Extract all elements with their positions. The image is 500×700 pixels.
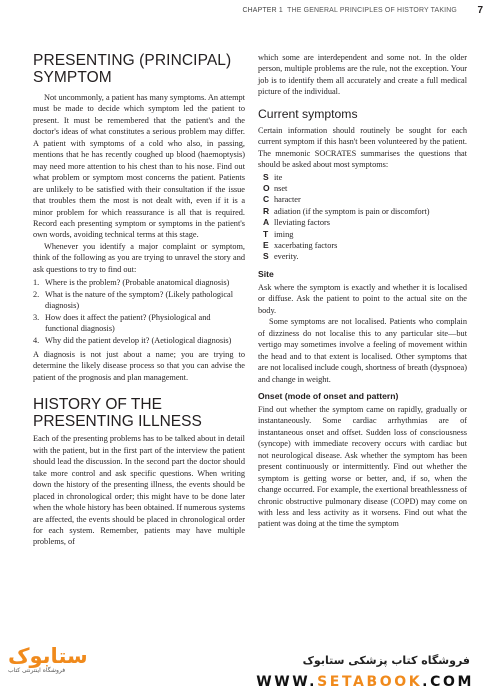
running-header: [0, 6, 500, 18]
list-item: A lleviating factors: [263, 217, 330, 228]
list-item: 3. How does it affect the patient? (Physiological and functional diagnosis): [33, 312, 211, 334]
paragraph: Find out whether the symptom came on rapidly, gradually or instantaneously. Some cardiac arrhythmias are of instantaneous onset and offset. Sudden loss of consciousness (syncope) with immediate recovery occurs with cardiac but not neurological disease. Ask whether the symptom has been present continuously or intermittently. Find out whether the symptom is getting worse or better, and, if so, when the change occurred. For example, the exertional breathlessness of chronic obstructive pulmonary disease (COPD) may come on with less and less activity as it worsens. Find out what the patient was doing at the time the symptom: [258, 404, 467, 529]
right-column: [258, 52, 467, 530]
list-item: C haracter: [263, 194, 301, 205]
list-item: E xacerbating factors: [263, 240, 338, 251]
heading-site: Site: [258, 268, 274, 279]
list-item: T iming: [263, 228, 294, 239]
question-list: [33, 277, 245, 346]
list-item: S everity.: [263, 251, 299, 262]
heading-current-symptoms: Current symptoms: [258, 106, 358, 121]
paragraph: Ask where the symptom is exactly and whether it is localised or diffuse. Ask the patient to point to the actual site on the body.: [258, 282, 467, 315]
website-url[interactable]: WWW.SETABOOK.COM: [256, 674, 474, 690]
paragraph: Each of the presenting problems has to be talked about in detail with the patient, but in the first part of the interview the patient should lead the discussion. In the second part the doctor should take more control and ask specific questions. When writing down the history of the presenting illness, the events should be placed in chronological order; this might have to be done later when the whole history has been obtained. If numerous systems are affected, the events should be placed in chronological order for each system. Remember, patients may have multiple problems, of: [33, 434, 245, 547]
page-number: 7: [477, 5, 483, 16]
list-item: 2. What is the nature of the symptom? (Likely pathological diagnosis): [33, 289, 234, 311]
paragraph: Whenever you identify a major complaint or symptom, think of the following as you are trying to unravel the story and ask questions to try to find out:: [33, 241, 245, 274]
paragraph: A diagnosis is not just about a name; you are trying to determine the likely disease process so that you can advise the patient of the prognosis and plan management.: [33, 349, 245, 382]
setabook-logo: ستابوک فروشگاه اینترنتی کتاب: [8, 644, 88, 674]
chapter-title: CHAPTER 1 THE GENERAL PRINCIPLES OF HISTORY TAKING: [242, 7, 457, 14]
heading-history-presenting-illness: HISTORY OF THE PRESENTING ILLNESS: [33, 396, 202, 431]
paragraph: Not uncommonly, a patient has many symptoms. An attempt must be made to decide which symptom led the patient to present. It must be remembered that the patient's and the doctor's ideas of what constitutes a serious problem may differ. A patient with symptoms of a cold who also, in passing, mentions that he has recently coughed up blood (haemoptysis) may need more attention to his chest than to his nose. Find out what problem or symptom most concerns the patient. Patients are unlikely to be satisfied with their consultation if the issue that troubles them the most is not dealt with, even if it is a minor problem for which reassurance is all that is required. Record each presenting symptom or symptoms in the patient's own words, avoiding technical terms at this stage.: [33, 93, 245, 240]
paragraph: Some symptoms are not localised. Patients who complain of dizziness do not localise this to any particular site—but vertigo may sometimes involve a feeling of movement within the head and to that extent is localised. Other symptoms that are not localised include cough, shortness of breath (dyspnoea) and change in weight.: [258, 317, 467, 384]
list-item: O nset: [263, 183, 288, 194]
heading-presenting-symptom: PRESENTING (PRINCIPAL) SYMPTOM: [33, 52, 232, 86]
paragraph: which some are interdependent and some not. In the older person, multiple problems are the rule, not the exception. Your job is to identify them all accurately and create a full medical picture of the individual.: [258, 53, 467, 97]
heading-onset: Onset (mode of onset and pattern): [258, 390, 399, 401]
list-item: 1. Where is the problem? (Probable anatomical diagnosis): [33, 278, 230, 288]
list-item: R adiation (if the symptom is pain or discomfort): [263, 205, 430, 216]
socrates-list: [263, 172, 467, 263]
list-item: 4. Why did the patient develop it? (Aetiological diagnosis): [33, 335, 232, 345]
left-column: [33, 53, 245, 548]
list-item: S ite: [263, 171, 283, 182]
store-name: فروشگاه کتاب پزشکی ستابوک: [302, 654, 470, 667]
paragraph: Certain information should routinely be sought for each current symptom if this hasn't been volunteered by the patient. The mnemonic SOCRATES summarises the questions that should be asked about most symptoms:: [258, 125, 467, 170]
